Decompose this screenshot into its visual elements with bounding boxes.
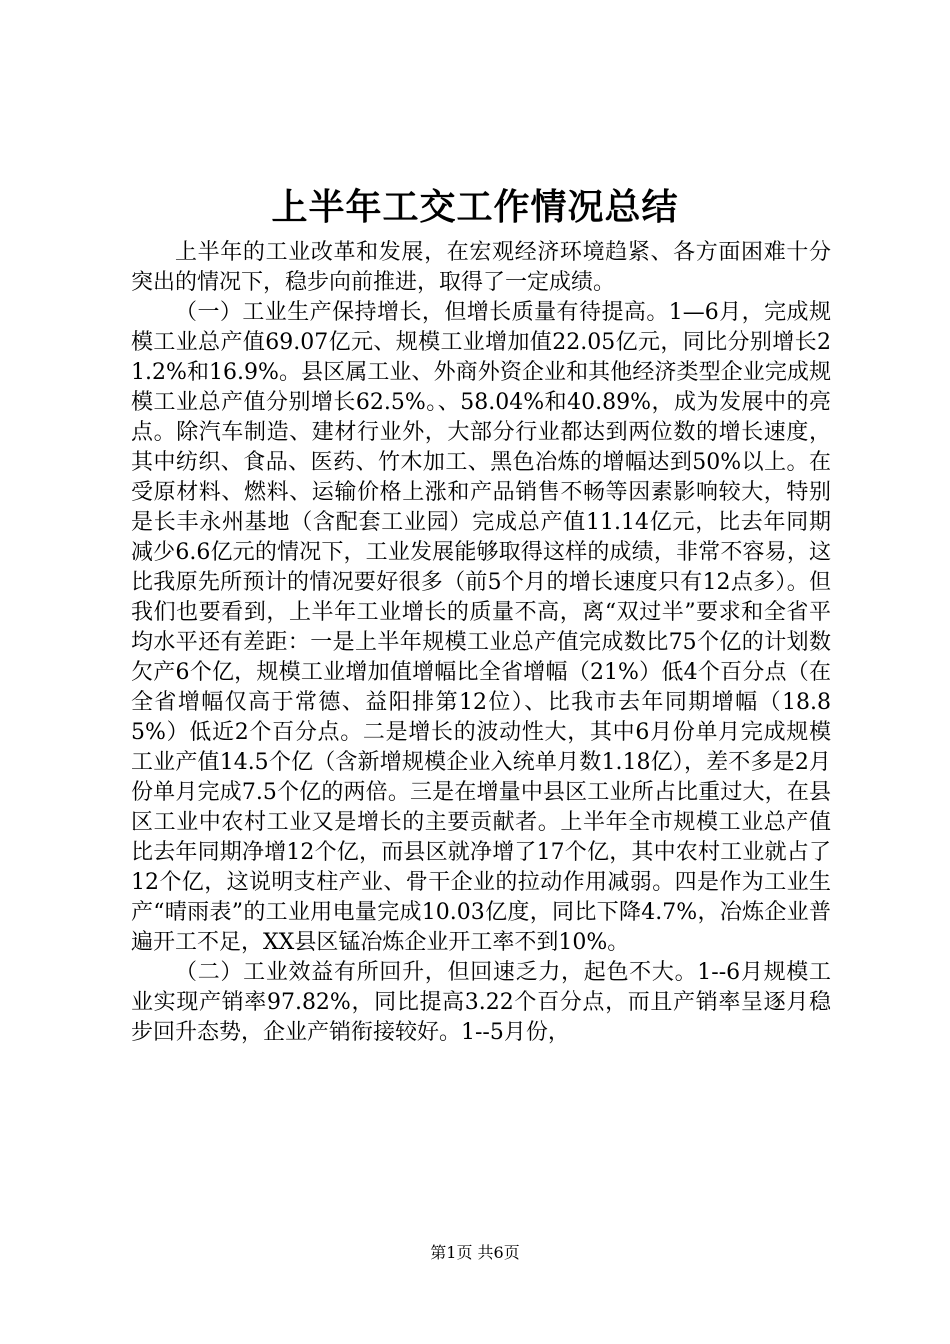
paragraph-section-2: （二）工业效益有所回升，但回速乏力，起色不大。1--6月规模工业实现产销率97.82%，同比提高3.22个百分点，而且产销率呈逐月稳步回升态势，企业产销衔接较好。1--5月份， [131, 960, 831, 1045]
paragraph-section-1: （一）工业生产保持增长，但增长质量有待提高。1—6月，完成规模工业总产值69.07亿元、规模工业增加值22.05亿元，同比分别增长21.2%和16.9%。县区属工业、外商外资企业和其他经济类型企业完成规模工业总产值分别增长62.5%。、58.04%和40.89%，成为发展中的亮点。除汽车制造、建材行业外，大部分行业都达到两位数的增长速度，其中纺织、食品、医药、竹木加工、黑色冶炼的增幅达到50%以上。在受原材料、燃料、运输价格上涨和产品销售不畅等因素影响较大，特别是长丰永州基地（含配套工业园）完成总产值11.14亿元，比去年同期减少6.6亿元的情况下，工业发展能够取得这样的成绩，非常不容易，这比我原先所预计的情况要好很多（前5个月的增长速度只有12点多）。但我们也要看到，上半年工业增长的质量不高，离“双过半”要求和全省平均水平还有差距：一是上半年规模工业总产值完成数比75个亿的计划数欠产6个亿，规模工业增加值增幅比全省增幅（21%）低4个百分点（在全省增幅仅高于常德、益阳排第12位）、比我市去年同期增幅（18.85%）低近2个百分点。二是增长的波动性大，其中6月份单月完成规模工业产值14.5个亿（含新增规模企业入统单月数1.18亿），差不多是2月份单月完成7.5个亿的两倍。三是在增量中县区工业所占比重过大，在县区工业中农村工业又是增长的主要贡献者。上半年全市规模工业总产值比去年同期净增12个亿，而县区就净增了17个亿，其中农村工业就占了12个亿，这说明支柱产业、骨干企业的拉动作用减弱。四是作为工业生产“晴雨表”的工业用电量完成10.03亿度，同比下降4.7%，冶炼企业普遍开工不足，XX县区锰冶炼企业开工率不到10%。 [131, 300, 831, 955]
document-title: 上半年工交工作情况总结 [271, 186, 679, 228]
page-footer: 第1页 共6页 [430, 1243, 520, 1262]
paragraph-intro: 上半年的工业改革和发展，在宏观经济环境趋紧、各方面困难十分突出的情况下，稳步向前推进，取得了一定成绩。 [131, 240, 831, 295]
document-body [131, 238, 831, 1048]
